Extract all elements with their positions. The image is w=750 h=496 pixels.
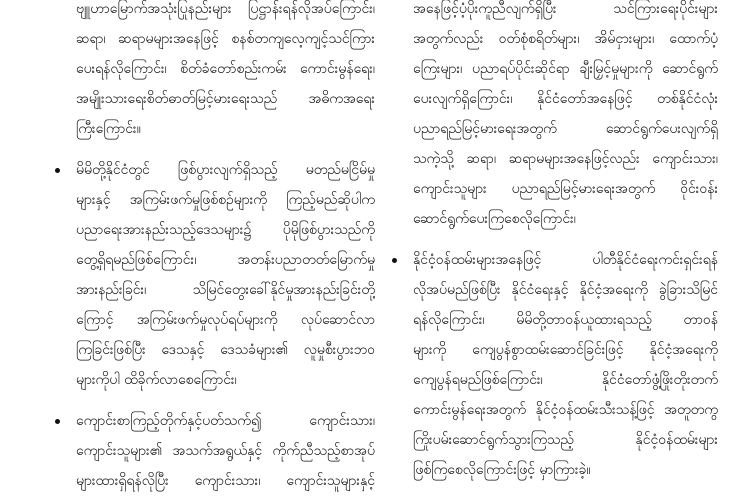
text-line: များကို ကျေပွန်စွာထမ်းဆောင်ခြင်းဖြင့် နိုင်ငံ့အရေးကို <box>413 342 718 358</box>
bullet-item <box>392 245 718 485</box>
text-line: လိုအပ်မည်ဖြစ်ပြီး နိုင်ငံရေးနှင့် နိုင်ငံ့အရေးကို ခွဲခြားသိမြင် <box>413 282 718 298</box>
text-line: မိမိတို့နိုင်ငံတွင် ဖြစ်ပွားလျက်ရှိသည့် မတည်မငြိမ်မှု <box>76 162 375 178</box>
text-line: ကြီးကြောင်း။ <box>76 121 141 137</box>
text-line: အတွက်လည်း ဝတ်စုံစရိတ်များ၊ အိမ်ငှားများ၊ ထောက်ပံ့ <box>413 31 718 47</box>
text-line: ကြေးများ၊ ပညာရပ်ပိုင်းဆိုင်ရာ ချီးမြှင့်မှုများကို ဆောင်ရွက် <box>413 61 718 77</box>
text-line: များထားရှိရန်လိုပြီး ကျောင်းသား၊ ကျောင်းသူများနှင့် <box>76 473 375 489</box>
text-line: ပေးလျက်ရှိကြောင်း၊ နိုင်ငံတော်အနေဖြင့် တစ်နိုင်ငံလုံး <box>413 91 718 107</box>
text-line: ကျောင်းသူများ၏ အသက်အရွယ်နှင့် ကိုက်ညီသည့်စာအုပ် <box>76 443 375 459</box>
text-line: ကြောင့် အကြမ်းဖက်မှုလုပ်ရပ်များကို လုပ်ဆောင်လာ <box>76 312 375 328</box>
text-line: ပညာရေးအားနည်းသည့်ဒေသများ၌ ပိုမိုဖြစ်ပွားသည်ကို <box>76 222 375 238</box>
text-line: ကျေပွန်ရမည်ဖြစ်ကြောင်း၊ နိုင်ငံတော်ဖွံ့ဖြိုးတိုးတက် <box>413 372 718 388</box>
paragraph-continued <box>55 0 375 144</box>
text-line: ကောင်းမွန်ရေးအတွက် နိုင်ငံ့ဝန်ထမ်းသီးသန့်ဖြင့် အတူတကွ <box>413 402 718 418</box>
text-line: နိုင်ငံ့ဝန်ထမ်းများအနေဖြင့် ပါတီနိုင်ငံရေးကင်းရှင်းရန် <box>413 252 718 268</box>
right-column <box>392 0 718 485</box>
text-line: အမျိုးသားရေးစိတ်ဓာတ်မြင့်မားရေးသည် အဓိကအရေး <box>76 91 375 107</box>
bullet-dot-icon <box>392 258 397 263</box>
text-line: များနှင့် အကြမ်းဖက်မှုဖြစ်စဉ်များကို ကြည့်မည်ဆိုပါက <box>76 192 375 208</box>
text-line: ဆရာ၊ ဆရာမများအနေဖြင့် စနစ်တကျလေ့ကျင့်သင်ကြား <box>76 31 375 47</box>
text-line: ပေးရန်လိုကြောင်း၊ စိတ်ခံတော်စည်းကမ်း ကောင်းမွန်ရေး၊ <box>76 61 375 77</box>
text-line: များကိုပါ ထိခိုက်လာစေကြောင်း၊ <box>76 372 237 388</box>
text-line: သကဲ့သို့ ဆရာ၊ ဆရာမများအနေဖြင့်လည်း ကျောင်းသား၊ <box>413 151 718 167</box>
text-line: ဆောင်ရွက်ပေးကြစေလိုကြောင်း၊ <box>413 211 576 227</box>
bullet-item <box>55 406 375 496</box>
text-line: အားနည်းခြင်း၊ သိမြင်တွေးခေါ်နိုင်မှုအားနည်းခြင်းတို့ <box>76 282 375 298</box>
text-line: ရန်လိုကြောင်း၊ မိမိတို့တာဝန်ယူထားရသည့် တာဝန် <box>413 312 718 328</box>
text-line: ကျောင်းသူများ ပညာရည်မြင့်မားရေးအတွက် ဝိုင်းဝန်း <box>413 181 718 197</box>
bullet-dot-icon <box>55 168 60 173</box>
bullet-item <box>55 155 375 395</box>
text-line: ကြိုးပမ်းဆောင်ရွက်သွားကြသည့် နိုင်ငံ့ဝန်ထမ်းများ <box>413 432 718 448</box>
text-line: ကြခြင်းဖြစ်ပြီး ဒေသနှင့် ဒေသခံများ၏ လူမှုစီးပွားဘဝ <box>76 342 375 358</box>
left-column <box>55 0 375 496</box>
text-line: တွေ့ရှိရမည်ဖြစ်ကြောင်း၊ အတန်းပညာတတ်မြောက်မှု <box>76 252 375 268</box>
text-line: ပညာရည်မြင့်မားရေးအတွက် ဆောင်ရွက်ပေးလျက်ရှိ <box>413 121 718 137</box>
text-line: အနေဖြင့်ပံ့ပိုးကူညီလျက်ရှိပြီး သင်ကြားရေးပိုင်းများ <box>413 1 718 17</box>
bullet-dot-icon <box>55 419 60 424</box>
text-line: ဖြစ်ကြစေလိုကြောင်းဖြင့် မှာကြားခဲ့။ <box>413 462 591 478</box>
text-line: ကျောင်းစာကြည့်တိုက်နှင့်ပတ်သက်၍ ကျောင်းသား၊ <box>76 413 375 429</box>
paragraph-continued <box>392 0 718 234</box>
text-line: ဗျူဟာမြောက်အသုံးပြုနည်းများ ပြဋ္ဌာန်းရန်လိုအပ်ကြောင်း၊ <box>76 1 375 17</box>
